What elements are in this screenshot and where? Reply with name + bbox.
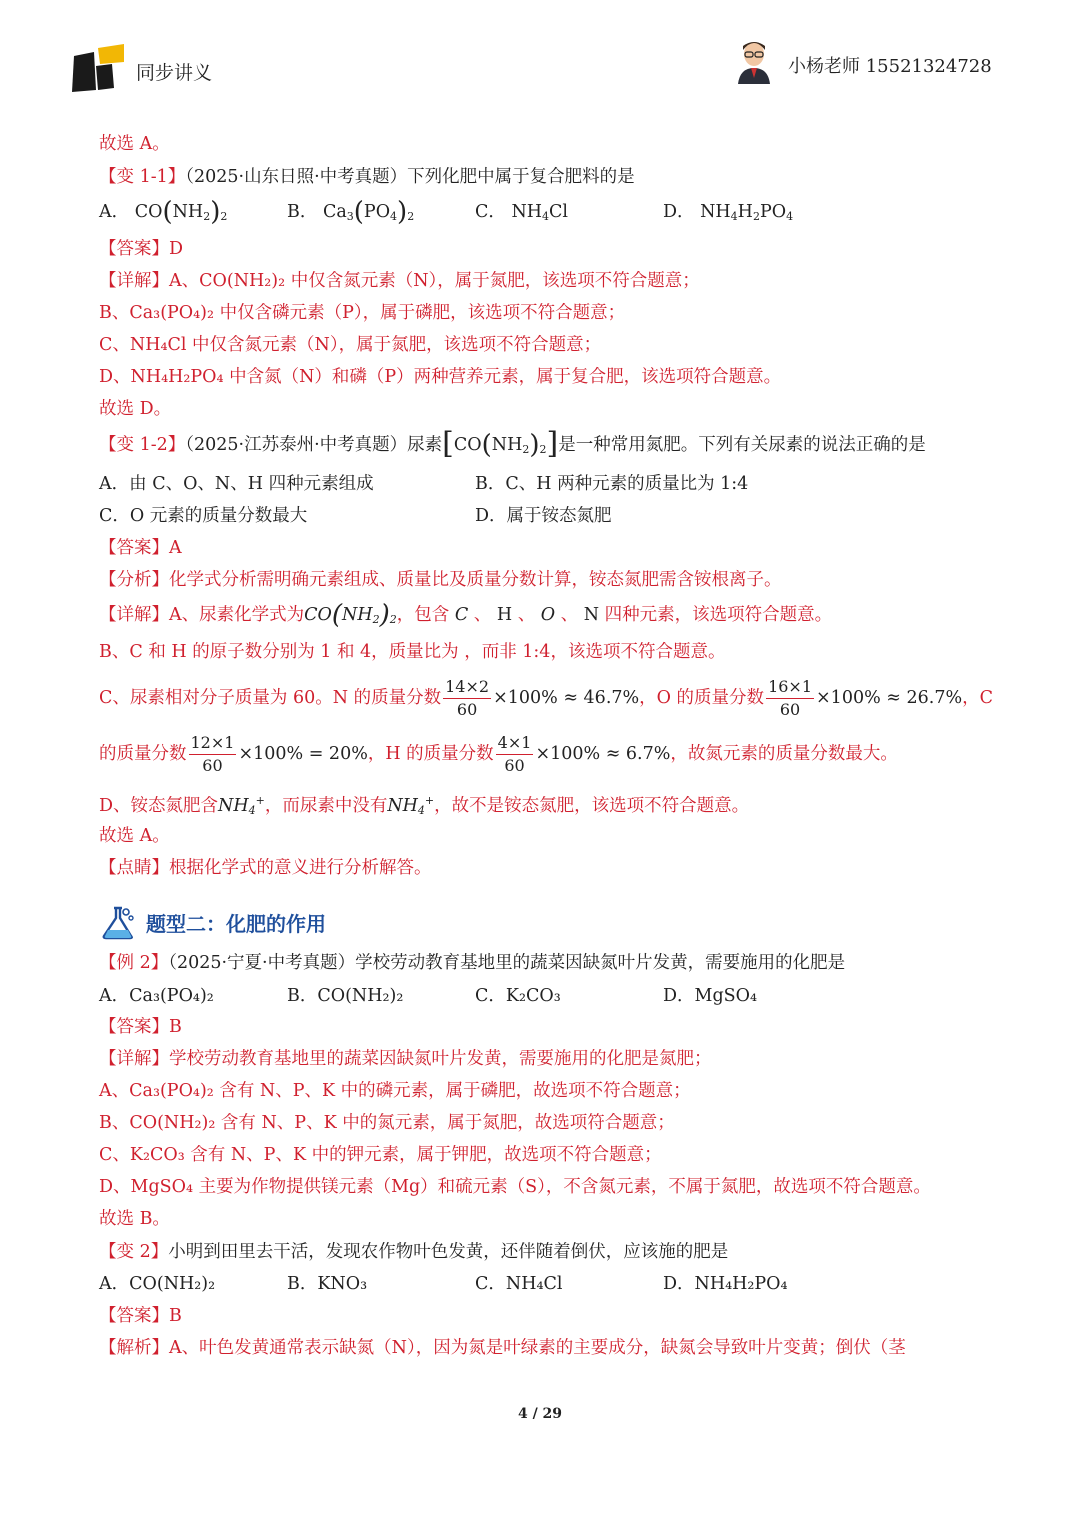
fraction-o: $\frac{16\times 1}{60}$ — [768, 677, 813, 719]
fraction-n: $\frac{14\times 2}{60}$ — [445, 677, 490, 719]
option-c: C．O 元素的质量分数最大 — [99, 506, 308, 526]
option-d: D．NH₄H₂PO₄ — [663, 1274, 788, 1294]
detail-line-c: C、尿素相对分子质量为 60。N 的质量分数 $\frac{14\times 2}{60}$ ×100% ≈ 46.7%，O 的质量分数 $\frac{16\times 1}{60}$ ×100% ≈ 26.7%，C — [99, 677, 993, 719]
detail-line-c-cont: 的质量分数 $\frac{12\times 1}{60}$ ×100% = 20%，H 的质量分数 $\frac{4\times 1}{60}$ ×100% ≈ 6.7%，故氮元素的质量分数最大。 — [99, 733, 898, 775]
detail-line-c: C、K₂CO₃ 含有 N、P、K 中的钾元素，属于钾肥，故选项不符合题意； — [99, 1145, 662, 1165]
detail-line-d: D、铵态氮肥含$NH_4^+$，而尿素中没有$NH_4^+$，故不是铵态氮肥，该选项不符合题意。 — [99, 794, 750, 817]
tag-label: 【变 1-1】 — [99, 167, 186, 187]
option-c: C．K₂CO₃ — [475, 986, 561, 1006]
question-text: （2025·山东日照·中考真题）下列化肥中属于复合肥料的是 — [185, 167, 635, 187]
logo-icon — [70, 44, 126, 94]
answer-line: 【答案】D — [99, 239, 184, 259]
answer-line: 【答案】B — [99, 1306, 182, 1326]
fraction-c: $\frac{12\times 1}{60}$ — [190, 733, 235, 775]
analysis-line: 【分析】化学式分析需明确元素组成、质量比及质量分数计算，铵态氮肥需含铵根离子。 — [99, 570, 782, 590]
conclusion-line: 故选 B。 — [99, 1209, 170, 1229]
detail-line: 【详解】A、CO(NH₂)₂ 中仅含氮元素（N），属于氮肥，该选项不符合题意； — [99, 271, 700, 291]
detail-line-d: D、NH₄H₂PO₄ 中含氮（N）和磷（P）两种营养元素，属于复合肥，该选项符合题意。 — [99, 367, 782, 387]
page-number: 4 / 29 — [517, 1406, 563, 1422]
fraction-h: $\frac{4\times 1}{60}$ — [497, 733, 532, 775]
question-v2: 【变 2】小明到田里去干活，发现农作物叶色发黄，还伴随着倒伏，应该施的肥是 — [99, 1242, 729, 1262]
option-c: C．NH₄Cl — [475, 1274, 563, 1294]
teacher-avatar — [734, 38, 774, 84]
option-a: A．CO(NH₂)₂ — [99, 1274, 216, 1294]
option-a: A．由 C、O、N、H 四种元素组成 — [99, 474, 374, 494]
question-v12: 【变 1-2】（2025·江苏泰州·中考真题）尿素$[CO(NH_2)_2]$是一种常用氮肥。下列有关尿素的说法正确的是 — [99, 426, 926, 461]
detail-line: 【详解】A、尿素化学式为$CO(NH_2)_2$，包含 C 、 H 、 O 、 N 四种元素，该选项符合题意。 — [99, 600, 833, 630]
section-title: 题型二：化肥的作用 — [146, 912, 326, 936]
detail-line: 【详解】学校劳动教育基地里的蔬菜因缺氮叶片发黄，需要施用的化肥是氮肥； — [99, 1049, 712, 1069]
option-d: D． $NH_4H_2PO_4$ — [663, 202, 794, 223]
conclusion-line: 故选 A。 — [99, 134, 170, 154]
option-b: B．CO(NH₂)₂ — [287, 986, 404, 1006]
detail-line-b: B、C 和 H 的原子数分别为 1 和 4，质量比为 ，而非 1:4，该选项不符合题意。 — [99, 642, 726, 662]
detail-line-a: A、Ca₃(PO₄)₂ 含有 N、P、K 中的磷元素，属于磷肥，故选项不符合题意； — [99, 1081, 691, 1101]
detail-line-b: B、CO(NH₂)₂ 含有 N、P、K 中的氮元素，属于氮肥，故选项符合题意； — [99, 1113, 675, 1133]
option-c: C． $NH_4Cl$ — [475, 202, 569, 223]
question-v11 — [99, 165, 635, 189]
option-b: B． $Ca_3(PO_4)_2$ — [287, 197, 415, 227]
option-d: D．MgSO₄ — [663, 986, 758, 1006]
detail-line-d: D、MgSO₄ 主要为作物提供镁元素（Mg）和硫元素（S），不含氮元素，不属于氮肥，故选项不符合题意。 — [99, 1177, 931, 1197]
option-a: A． $CO(NH_2)_2$ — [99, 197, 228, 227]
conclusion-line: 故选 D。 — [99, 399, 172, 419]
analysis-line: 【解析】A、叶色发黄通常表示缺氮（N），因为氮是叶绿素的主要成分，缺氮会导致叶片变黄；倒伏（茎 — [99, 1338, 906, 1358]
detail-line-c: C、NH₄Cl 中仅含氮元素（N），属于氮肥，该选项不符合题意； — [99, 335, 602, 355]
teacher-contact: 小杨老师 15521324728 — [788, 56, 992, 77]
detail-line-b: B、Ca₃(PO₄)₂ 中仅含磷元素（P），属于磷肥，该选项不符合题意； — [99, 303, 626, 323]
option-b: B．C、H 两种元素的质量比为 1:4 — [475, 474, 749, 494]
option-a: A．Ca₃(PO₄)₂ — [99, 986, 214, 1006]
conclusion-line: 故选 A。 — [99, 826, 170, 846]
question-ex2: 【例 2】（2025·宁夏·中考真题）学校劳动教育基地里的蔬菜因缺氮叶片发黄，需要施用的化肥是 — [99, 953, 846, 973]
answer-line: 【答案】B — [99, 1017, 182, 1037]
header-title: 同步讲义 — [136, 62, 213, 84]
option-b: B．KNO₃ — [287, 1274, 368, 1294]
answer-line: 【答案】A — [99, 538, 182, 558]
tip-line: 【点睛】根据化学式的意义进行分析解答。 — [99, 858, 432, 878]
flask-icon — [98, 904, 136, 940]
option-d: D．属于铵态氮肥 — [475, 506, 612, 526]
